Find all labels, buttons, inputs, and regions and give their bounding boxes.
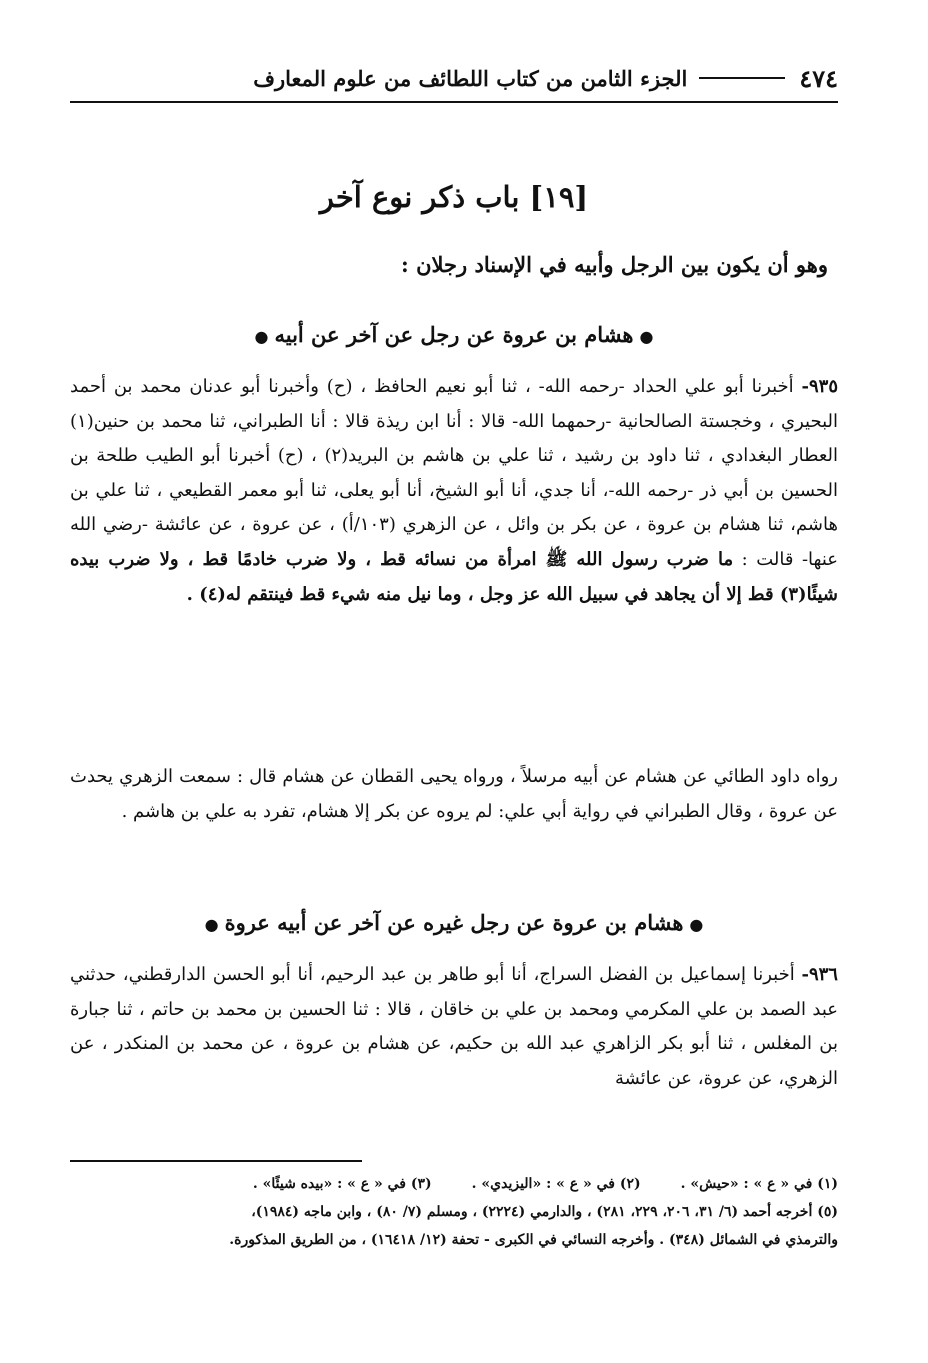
- page-number: ٤٧٤: [799, 63, 838, 93]
- footnote-5-line-1: (٥) أخرجه أحمد (٦/ ٣١، ٢٠٦، ٢٢٩، ٢٨١) ، والدارمي (٢٢٢٤) ، ومسلم (٧/ ٨٠) ، وابن ماجه (١٩٨٤)،: [251, 1204, 838, 1220]
- hadith-matn: ما ضرب رسول الله ﷺ امرأة من نسائه قط ، ولا ضرب خادمًا قط ، ولا ضرب بيده شيئًا(٣) قط إلا أن يجاهد في سبيل الله عز وجل ، وما نيل منه شيء قط فينتقم له(٤) .: [70, 548, 838, 605]
- bullet-icon: ●: [204, 915, 219, 934]
- hadith-isnad: أخبرنا إسماعيل بن الفضل السراج، أنا أبو طاهر بن عبد الرحيم، أنا أبو الحسن الدارقطني، حدثني عبد الصمد بن علي المكرمي ومحمد بن علي بن خاقان ، قالا : ثنا الحسين بن محمد بن حاتم ، ثنا جبارة بن المغلس ، ثنا أبو بكر الزاهري عبد الله بن حكيم، عن هشام بن عروة ، عن محمد بن المنكدر ، عن الزهري، عن عروة، عن عائشة: [70, 964, 838, 1089]
- hadith-number: ٩٣٥-: [801, 376, 838, 397]
- header-rule: [699, 77, 785, 79]
- commentary-paragraph: رواه داود الطائي عن هشام عن أبيه مرسلاً ، ورواه يحيى القطان عن هشام قال : سمعت الزهري يحدث عن عروة ، وقال الطبراني في رواية أبي علي: لم يروه عن بكر إلا هشام، تفرد به علي بن هاشم .: [70, 766, 838, 822]
- hadith-isnad: أخبرنا أبو علي الحداد -رحمه الله- ، ثنا أبو نعيم الحافظ ، (ح) وأخبرنا أبو عدنان محمد بن أحمد البحيري ، وخجستة الصالحانية -رحمهما الله- قالا : أنا ابن ريذة قالا : أنا الطبراني، ثنا محمد بن حنين(١) العطار البغدادي ، ثنا داود بن رشيد ، ثنا علي بن هاشم بن البريد(٢) ، (ح) أخبرنا أبو الطيب طلحة بن الحسين بن أبي ذر -رحمه الله-، أنا جدي، أنا أبو الشيخ، أنا أبو يعلى، ثنا أبو معمر القطيعي ، ثنا علي بن هاشم، ثنا هشام بن عروة ، عن بكر بن وائل ، عن الزهري (١٠٣/أ) ، عن عروة ، عن عائشة -رضي الله عنها- قالت :: [70, 376, 839, 570]
- section-heading-text: هشام بن عروة عن رجل عن آخر عن أبيه: [274, 322, 634, 347]
- footnotes: [70, 1170, 838, 1254]
- footnote-divider: [70, 1160, 362, 1162]
- hadith-paragraph: [70, 958, 838, 1096]
- bullet-icon: ●: [689, 915, 704, 934]
- running-header: [70, 58, 838, 98]
- section-heading: [70, 910, 838, 935]
- chapter-title: [١٩] باب ذكر نوع آخر: [319, 180, 589, 214]
- header-divider: [70, 101, 838, 103]
- footnote-3: (٣) في « ع » : «بيده شيئًا» .: [252, 1176, 432, 1192]
- bullet-icon: ●: [254, 327, 269, 346]
- footnote-5-line-2: والترمذي في الشمائل (٣٤٨) . وأخرجه النسائي في الكبرى - تحفة (١٢/ ١٦٤١٨) ، من الطريق المذكورة.: [229, 1232, 838, 1248]
- hadith-paragraph: [70, 370, 838, 612]
- footnote-row: [70, 1170, 838, 1198]
- page: [70, 0, 838, 1363]
- bullet-icon: ●: [639, 327, 654, 346]
- running-title: الجزء الثامن من كتاب اللطائف من علوم المعارف: [253, 65, 688, 91]
- section-heading: [70, 322, 838, 347]
- hadith-number: ٩٣٦-: [801, 964, 838, 985]
- footnote-2: (٢) في « ع » : «اليزيدي» .: [471, 1176, 641, 1192]
- section-heading-text: هشام بن عروة عن رجل غيره عن آخر عن أبيه عروة: [224, 910, 684, 935]
- chapter-intro: وهو أن يكون بين الرجل وأبيه في الإسناد رجلان :: [401, 252, 828, 277]
- footnote-1: (١) في « ع » : «حيش» .: [680, 1176, 838, 1192]
